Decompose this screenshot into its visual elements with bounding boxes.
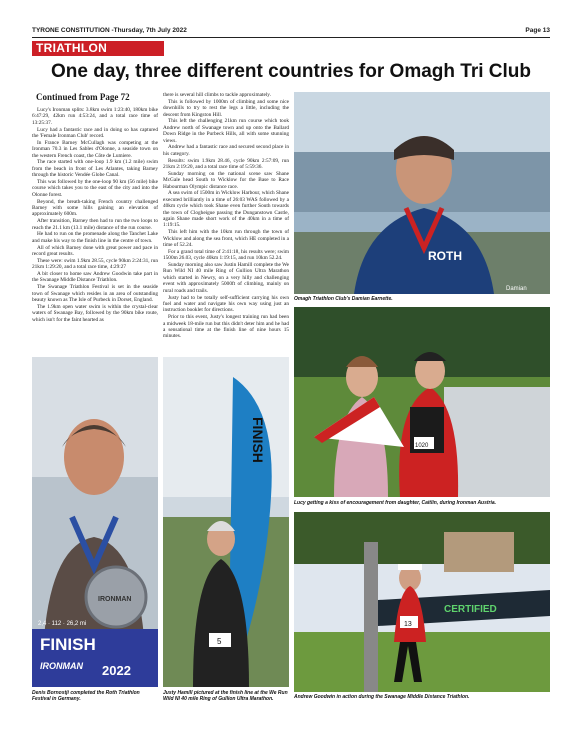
caption-denis: Denis Bornostji completed the Roth Triathlon Festival in Germany. — [32, 690, 140, 702]
paragraph: Andrew had a fantastic race and secured second place in his category. — [163, 144, 289, 157]
year-text: 2022 — [102, 663, 131, 678]
caption-justy: Justy Hamill pictured at the finish line at the We Run Wild NI 40 mile Ring of Gullion Ultra Marathon. — [163, 690, 288, 702]
caption-lucy: Lucy getting a kiss of encouragement from daughter, Caitlin, during Ironman Austria. — [294, 500, 497, 506]
publication-line: TYRONE CONSTITUTION -Thursday, 7th July 2022 — [32, 27, 187, 34]
paragraph: Sunday morning also saw Justin Hamill complete the We Run Wild NI 40 mile Ring of Gullion Ultra Marathon which started in Newry, on a very hilly and challenging event with approximately 5000ft of climbing, mainly on rural roads and trails. — [163, 262, 289, 294]
medal-text: IRONMAN — [98, 596, 132, 603]
paragraph: Justy had to be totally self-sufficient carrying his own fuel and water and navigate his own way using just an instruction booklet for directions. — [163, 294, 289, 314]
paragraph: A sea swim of 1500m in Wicklow Harbour, which Shane executed brilliantly in a time of 26:03 WAS followed by a 40km cycle which took Shane even further South towards the town of Clogheigue passing the Dunganstown Castle, again Shane made short work of the 40km in a time of 1:19:15. — [163, 190, 289, 229]
article-column-2 — [163, 92, 289, 340]
photo-justy — [163, 357, 289, 687]
bib-number: 5 — [217, 637, 222, 646]
photo-lucy — [294, 307, 550, 497]
section-label: TRIATHLON — [32, 41, 164, 56]
name-text: Damian — [506, 286, 527, 292]
paragraph: The Swanage Triathlon Festival is set in the seaside town of Swanage which resides in an area of outstanding beauty known as The Isle of Purbeck in Dorset, England. — [32, 284, 158, 304]
paragraph: For a grand total time of 2:41:18, his results were; swim 1500m 26.03, cycle 40km 1:19:15, and run 10km 52.24. — [163, 248, 289, 262]
paragraph: This left him with the 10km run through the town of Wicklow and along the sea front, which HE completed in a time of 52.24. — [163, 229, 289, 249]
paragraph: All of which Barney done with great power and pace in record great results. — [32, 244, 158, 258]
continued-note: Continued from Page 72 — [36, 92, 130, 102]
paragraph: This was followed by the one-loop 90 km (56 mile) bike course which takes you to the east of the city and into the Olonne forest. — [32, 179, 158, 198]
paragraph: Lucy had a fantastic race and in doing so has captured the 'Female Ironman Club' record. — [32, 126, 158, 140]
photo-denis-image — [32, 357, 158, 687]
paragraph: These were: swim 1.9km 28.55, cycle 90km 2:24:31, run 21km 1:29:20, and a total race time, 4:29:27 — [32, 257, 158, 271]
photo-lucy-image — [294, 307, 550, 497]
photo-justy-image — [163, 357, 289, 687]
flag-text: FINISH — [250, 417, 266, 463]
shirt-text: ROTH — [428, 249, 462, 263]
paragraph: there is several hill climbs to tackle approximately. — [163, 92, 271, 98]
paragraph: Lucy's Ironman splits: 3.8km swim 1:23:40, 180km bike 6:47:29, 42km run 4:53:24, and a total race time of 13:25:37. — [32, 107, 158, 126]
paragraph: A bit closer to home saw Andrew Goodwin take part in the Swanage Middle Distance Triathlon. — [32, 271, 158, 284]
bib-number: 13 — [404, 621, 412, 628]
paragraph: In France Barney McCullagh was competing at the Ironman 70.3 in Les Sables d'Olonne, a seaside town on the western French coast, the Côte de Lumiere. — [32, 139, 158, 159]
photo-denis — [32, 357, 158, 687]
paragraph: The 1.9km open water swim is within the crystal-clear waters of Swanage Bay, followed by the 90km bike route, which isn't for the faint hearted as — [32, 303, 158, 323]
page-header — [32, 25, 550, 38]
photo-andrew — [294, 512, 550, 692]
paragraph: Prior to this event, Justy's longest training run had been a midweek 18-mile run but this didn't deter him and he had a sensational time at the finish line of nine hours 15 minutes. — [163, 314, 289, 340]
bib-number: 1020 — [415, 443, 429, 449]
caption-damian: Omagh Triathlon Club's Damian Earnette. — [294, 296, 393, 302]
paragraph: This left the challenging 21km run course which took Andrew north of Swanage town and up onto the Ballard Down Ridge in the Purbeck Hills, all with some stunning views. — [163, 118, 289, 144]
photo-damian — [294, 92, 550, 294]
paragraph: Sunday morning on the national scene saw Shane McGale head South to Wicklow for the Base to Race Habourman Olympic distance race. — [163, 170, 289, 190]
photo-damian-image — [294, 92, 550, 294]
caption-andrew: Andrew Goodwin in action during the Swanage Middle Distance Triathlon. — [294, 694, 470, 700]
paragraph: Results: swim 1.9km 28.46, cycle 90km 2:57:09, run 21km 2:19:20, and a total race time of 5:59:36. — [163, 157, 289, 171]
paragraph: This is followed by 1000m of climbing and some nice downhills to try to rest the legs a little, including the descent from Kingston Hill. — [163, 98, 289, 118]
banner-text: CERTIFIED — [444, 604, 497, 615]
paragraph: He had to run on the promenade along the Tanchet Lake and make his way to the finish line in the centre of town. — [32, 231, 158, 244]
headline: One day, three different countries for Omagh Tri Club — [51, 61, 531, 82]
finish-text: FINISH — [40, 635, 96, 654]
article-column-1 — [32, 92, 158, 323]
page-number: Page 13 — [525, 27, 550, 34]
paragraph: The race started with one-loop 1.9 km (1.2 mile) swim from the beach in front of Les Atlantes, taking Barney through the historic Vendée Globe Canal. — [32, 159, 158, 179]
paragraph: Beyond, the breath-taking French country challenged Barney with some hills gaining an elevation of approximately 600m. — [32, 198, 158, 218]
split-text: 2,4 · 112 · 26,2 mi — [38, 621, 87, 627]
photo-andrew-image — [294, 512, 550, 692]
paragraph: After transition, Barney then had to run the two loops to reach the 21.1 km (13.1 mile) distance of the run course. — [32, 218, 158, 231]
brand-text: IRONMAN — [40, 661, 83, 671]
